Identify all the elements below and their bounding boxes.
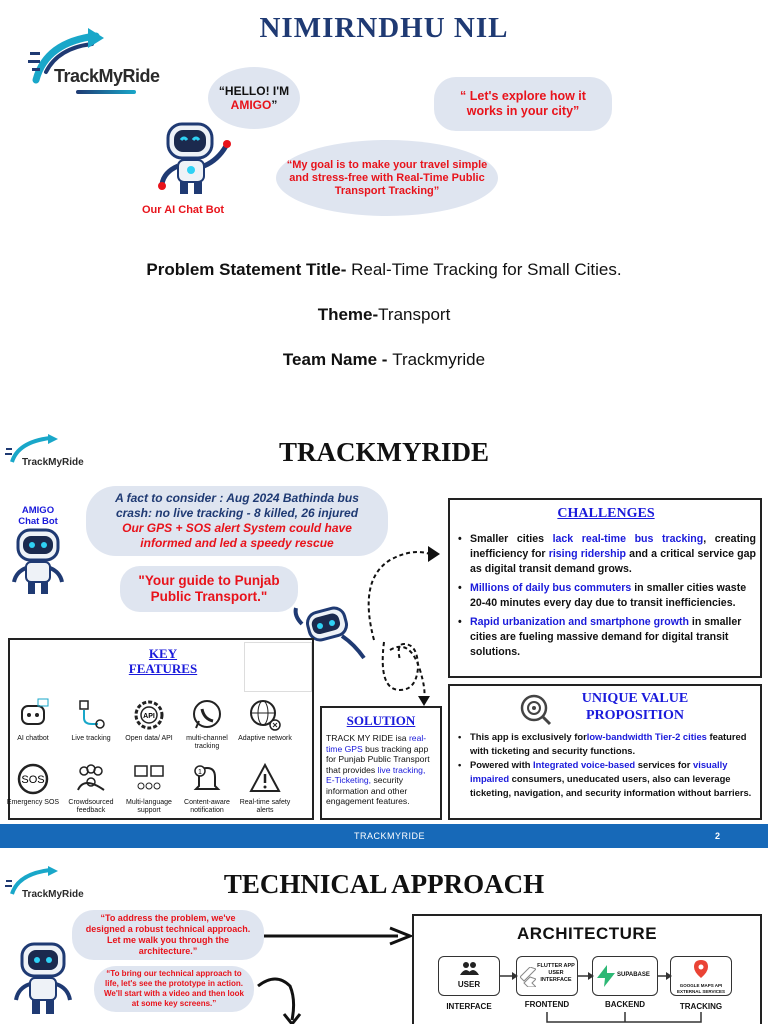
live-tracking-icon <box>74 698 108 732</box>
bubble-quote-end: ” <box>271 98 278 112</box>
logo-text: TrackMyRide <box>22 457 84 468</box>
target-magnifier-icon <box>518 692 552 726</box>
svg-text:1: 1 <box>198 769 202 776</box>
guide-quote-bubble <box>120 566 298 612</box>
arch-caption-frontend: FRONTEND <box>524 1000 570 1009</box>
feature-adaptive-network: Adaptive network <box>234 698 296 743</box>
team-line <box>0 350 768 370</box>
trackmyride-logo <box>26 28 166 108</box>
arch-node-backend: SUPABASE <box>592 956 658 996</box>
prototype-bubble: “To bring our technical approach to life, let's see the prototype in action. We'll start with a video and then look at some key screens.” <box>94 966 254 1012</box>
whatsapp-icon <box>190 698 224 732</box>
bot-caption: Our AI Chat Bot <box>142 204 225 216</box>
feature-content-aware-notification: 1 Content-aware notification <box>176 762 238 815</box>
arch-connectors <box>414 956 764 1024</box>
logo-text: TrackMyRide <box>22 889 84 900</box>
uvp-title: UNIQUE VALUE PROPOSITION <box>581 691 689 723</box>
guide-quote-text: "Your guide to Punjab Public Transport." <box>138 573 280 604</box>
bubble-explore <box>434 77 612 131</box>
dashed-arrow-down-icon <box>380 640 440 710</box>
feature-multi-language-support: Multi-language support <box>118 762 180 815</box>
slide2-title: TRACKMYRIDE <box>278 437 489 467</box>
page-number: 2 <box>715 831 721 841</box>
feature-real-time-safety-alerts: Real-time safety alerts <box>234 762 296 815</box>
slide3-title: TECHNICAL APPROACH <box>223 869 545 899</box>
svg-text:API: API <box>143 713 155 720</box>
language-icon <box>132 762 166 796</box>
feature-open-data-api: API Open data/ API <box>118 698 180 743</box>
crowd-icon <box>74 762 108 796</box>
uvp-item: • This app is exclusively forlow-bandwidth Tier-2 cities featured with ticketing and security functions. <box>456 730 754 758</box>
fact-bubble <box>86 486 388 556</box>
warning-icon <box>248 762 282 796</box>
api-icon <box>132 698 166 732</box>
challenges-title: CHALLENGES <box>557 506 655 521</box>
solution-title: SOLUTION <box>346 713 416 728</box>
feature-live-tracking: Live tracking <box>60 698 122 743</box>
key-features-box <box>8 638 314 820</box>
challenge-item: • Millions of daily bus commuters in smaller cities waste 20-40 minutes every day due to transit inefficiencies. <box>456 581 756 611</box>
bubble-goal-text: “My goal is to make your travel simple and stress-free with Real-Time Public Transport Tracking” <box>286 158 488 197</box>
problem-label: Problem Statement Title- <box>146 260 347 279</box>
feature-emergency-sos: SOS Emergency SOS <box>2 762 64 807</box>
bubble-amigo-text: AMIGO <box>230 98 272 112</box>
problem-value: Real-Time Tracking for Small Cities. <box>346 260 622 279</box>
feature-ai-chatbot: AI chatbot <box>2 698 64 743</box>
globe-icon <box>248 698 282 732</box>
arch-node-frontend: FLUTTER APP USER INTERFACE <box>516 956 578 996</box>
team-label: Team Name - <box>282 350 393 369</box>
arrow-right-icon <box>264 926 414 946</box>
architecture-bubble: “To address the problem, we've designed a robust technical approach. Let me walk you through the architecture.” <box>72 910 264 960</box>
fact-text: A fact to consider : Aug 2024 Bathinda bus crash: no live tracking - 8 killed, 26 injured <box>115 491 359 520</box>
uvp-item: • Powered with Integrated voice-based services for visually impaired consumers, uneducated users, also can leverage ticketing, navigation, and security information without barriers. <box>456 758 754 800</box>
arch-node-tracking: GOOGLE MAPS API EXTERNAL SERVICES <box>670 956 732 996</box>
team-value: Trackmyride <box>392 350 486 369</box>
robot-mascot-icon <box>10 942 76 1024</box>
feature-crowdsourced-feedback: Crowdsourced feedback <box>60 762 122 815</box>
architecture-title: ARCHITECTURE <box>516 924 658 943</box>
challenges-box <box>448 498 762 678</box>
robot-mascot-icon <box>8 528 68 598</box>
chatbot-icon <box>16 698 50 732</box>
solution-text: TRACK MY RIDE isa real-time GPS bus tracking app for Punjab Public Transport that provides live tracking, E-Ticketing, security information and other engagement features. <box>326 733 430 806</box>
arch-node-user: USER <box>438 956 500 996</box>
sos-icon <box>16 762 50 796</box>
theme-line <box>0 305 768 325</box>
key-features-title: KEY FEATURES <box>128 646 198 676</box>
challenge-item: • Rapid urbanization and smartphone growth in smaller cities are fueling massive demand for digital transit solutions. <box>456 615 756 660</box>
challenge-item: • Smaller cities lack real-time bus tracking, creating inefficiency for rising ridership and a critical service gap as digital transit demand grows. <box>456 532 756 577</box>
arch-caption-tracking: TRACKING <box>679 1002 723 1011</box>
theme-label: Theme- <box>317 305 379 324</box>
logo-underline <box>76 90 136 94</box>
slide1-title: NIMIRNDHU NIL <box>259 12 509 44</box>
logo-text: TrackMyRide <box>54 66 160 86</box>
architecture-box <box>412 914 762 1024</box>
theme-value: Transport <box>378 305 451 324</box>
problem-statement <box>0 260 768 280</box>
feature-multi-channel-tracking: multi-channel tracking <box>176 698 238 751</box>
footer-text: TRACKMYRIDE <box>354 831 426 841</box>
fact-red-text: Our GPS + SOS alert System could have informed and led a speedy rescue <box>122 521 352 550</box>
curved-arrow-icon <box>256 976 306 1024</box>
solution-box <box>320 706 442 820</box>
uvp-box <box>448 684 762 820</box>
bubble-goal <box>276 140 498 216</box>
svg-text:SOS: SOS <box>21 774 45 786</box>
bubble-explore-text: “ Let's explore how it works in your city” <box>460 89 586 118</box>
amigo-chatbot-label: AMIGO Chat Bot <box>18 505 58 527</box>
bell-icon <box>190 762 224 796</box>
bubble-hello-text: “HELLO! I'M <box>218 84 290 98</box>
arch-caption-backend: BACKEND <box>605 1000 645 1009</box>
slide2-footer <box>0 824 768 848</box>
arch-caption-interface: INTERFACE <box>446 1002 492 1011</box>
robot-mascot-icon <box>150 118 240 198</box>
